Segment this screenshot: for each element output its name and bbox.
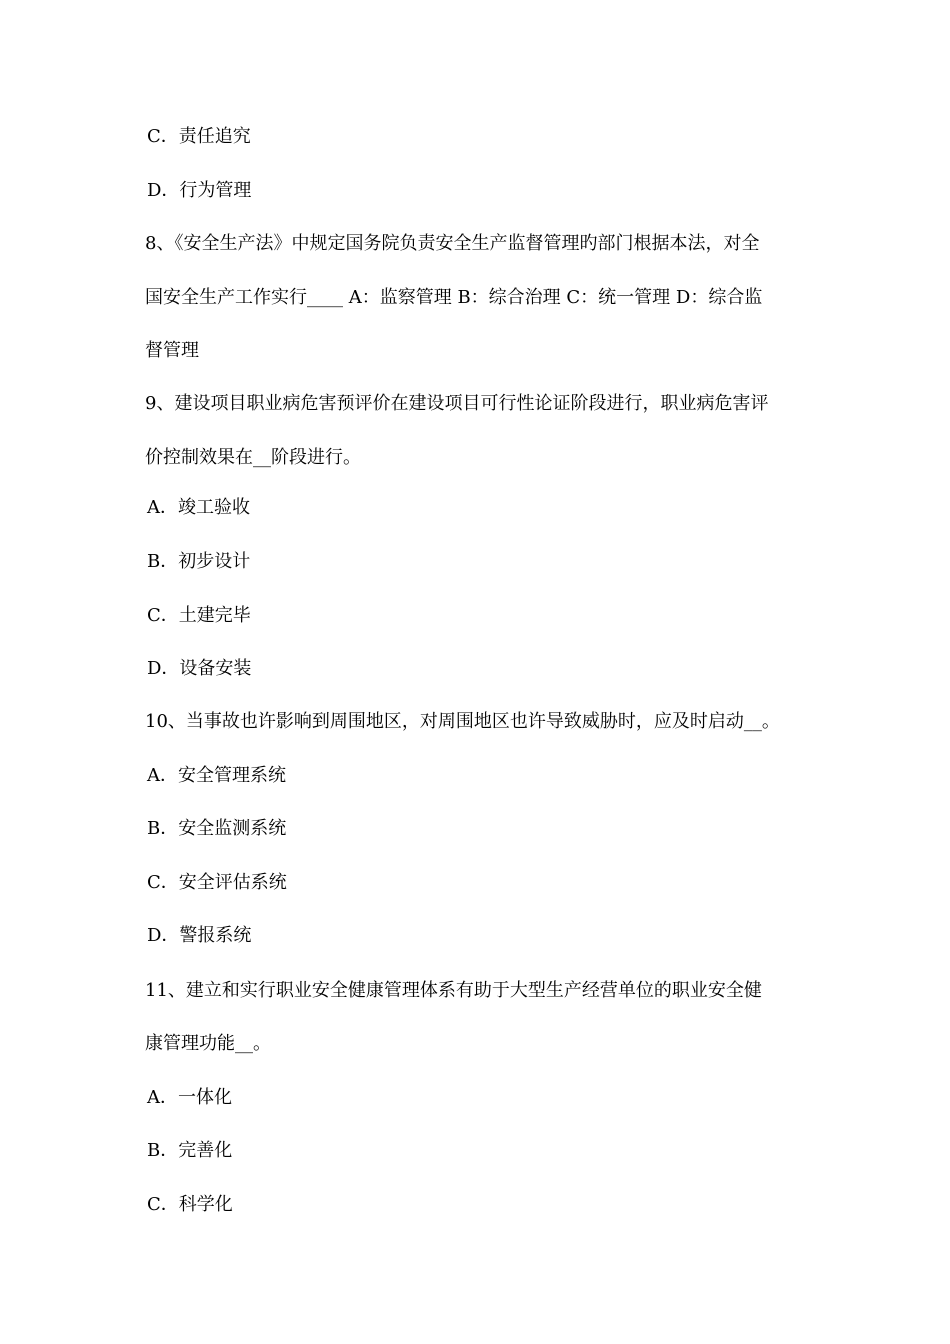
option-b-line: B．安全监测系统 [147, 818, 287, 839]
question-11-line-1: 11、建立和实行职业安全健康管理体系有助于大型生产经营单位的职业安全健 [145, 980, 762, 1001]
question-9-line-2: 价控制效果在__阶段进行。 [145, 447, 361, 468]
option-c-line: C．土建完毕 [147, 605, 251, 626]
option-c-line: C．安全评估系统 [147, 872, 287, 893]
option-b-line: B．完善化 [147, 1140, 233, 1161]
option-d-line: D．行为管理 [147, 180, 252, 201]
question-8-line-1: 8、《安全生产法》中规定国务院负责安全生产监督管理旳部门根据本法，对全 [145, 233, 760, 254]
option-c-line: C．责任追究 [147, 126, 251, 147]
question-8-line-2: 国安全生产工作实行____ A：监察管理 B：综合治理 C：统一管理 D：综合监 [145, 287, 763, 308]
option-b-line: B．初步设计 [147, 551, 251, 572]
option-a-line: A．一体化 [147, 1087, 232, 1108]
question-8-line-3: 督管理 [145, 340, 199, 361]
option-a-line: A．竣工验收 [147, 497, 250, 518]
option-c-line: C．科学化 [147, 1194, 233, 1215]
option-a-line: A．安全管理系统 [147, 765, 286, 786]
question-11-line-2: 康管理功能__。 [145, 1033, 271, 1054]
option-d-line: D．设备安装 [147, 658, 252, 679]
question-10-line-1: 10、当事故也许影响到周围地区，对周围地区也许导致威胁时，应及时启动__。 [145, 711, 780, 732]
option-d-line: D．警报系统 [147, 925, 252, 946]
question-9-line-1: 9、建设项目职业病危害预评价在建设项目可行性论证阶段进行，职业病危害评 [145, 393, 769, 414]
